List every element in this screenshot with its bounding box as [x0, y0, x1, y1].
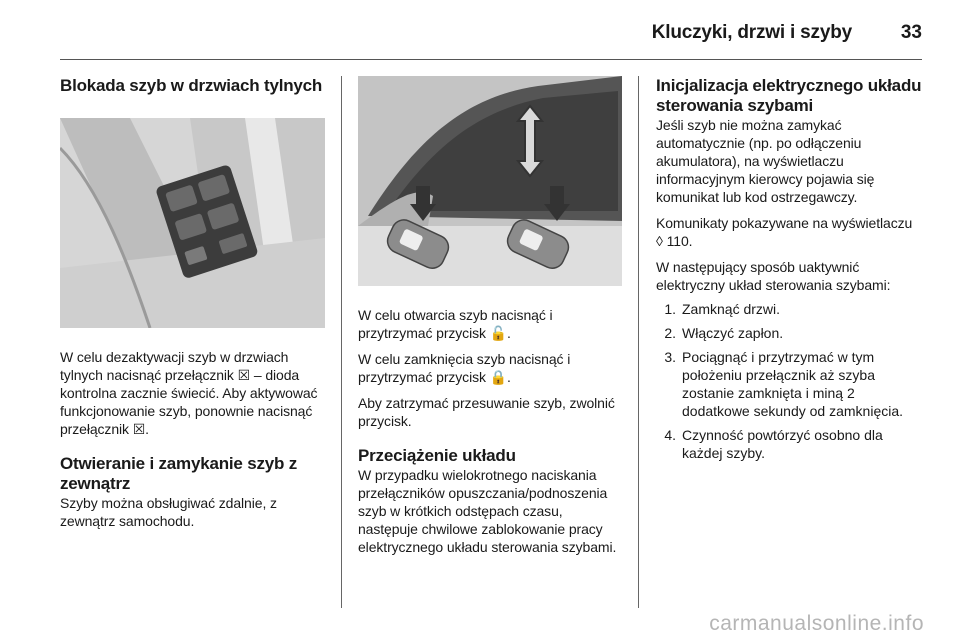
- paragraph-remote-operation: Szyby można obsługiwać zdalnie, z zewnątrz samochodu.: [60, 495, 277, 529]
- paragraph-display-messages: Komunikaty pokazywane na wyświetlaczu ◊ 110.: [656, 215, 913, 249]
- paragraph-init-intro: Jeśli szyb nie można zamykać automatycznie (np. po odłączeniu akumulatora), na wyświetlaczu informacyjnym kierowcy pojawia się komunikat lub kod ostrzegawczy.: [656, 117, 875, 205]
- figure-door-switch-panel: [60, 118, 325, 328]
- paragraph-activate-procedure: W następujący sposób uaktywnić elektryczny układ sterowania szybami:: [656, 259, 891, 293]
- list-item: 1. Zamknąć drzwi.: [664, 301, 781, 317]
- list-item: 4. Czynność powtórzyć osobno dla każdej szyby.: [664, 427, 883, 461]
- heading-open-close-outside: Otwieranie i zamykanie szyb z zewnątrz: [60, 454, 298, 493]
- figure-remote-key-window: [358, 76, 622, 286]
- paragraph-deactivate-rear-windows: W celu dezaktywacji szyb w drzwiach tylnych nacisnąć przełącznik ☒ – dioda kontrolna zacznie świecić. Aby aktywować funkcjonowanie szyb, ponownie nacisnąć przełącznik ☒.: [60, 349, 318, 437]
- page-title: Kluczyki, drzwi i szyby: [651, 22, 852, 43]
- list-item: 2. Włączyć zapłon.: [664, 325, 784, 341]
- column-2: [358, 76, 622, 556]
- paragraph-overload-description: W przypadku wielokrotnego naciskania przełączników opuszczania/podnoszenia szyb w krótkich odstępach czasu, następuje chwilowe zablokowanie pracy elektrycznego układu sterowania szybami.: [358, 467, 617, 555]
- page-number: 33: [900, 22, 922, 43]
- heading-system-overload: Przeciążenie układu: [358, 446, 516, 465]
- list-item: 3. Pociągnąć i przytrzymać w tym położeniu przełącznik aż szyba zostanie zamknięta i miną 2 dodatkowe sekundy od zamknięcia.: [664, 349, 904, 419]
- heading-initialization: Inicjalizacja elektrycznego układu sterowania szybami: [656, 76, 922, 115]
- column-1: [60, 76, 325, 530]
- paragraph-close-windows: W celu zamknięcia szyb nacisnąć i przytrzymać przycisk 🔒.: [358, 351, 571, 385]
- column-3: [656, 76, 922, 468]
- paragraph-stop-movement: Aby zatrzymać przesuwanie szyb, zwolnić przycisk.: [358, 395, 615, 429]
- page-header: [60, 14, 922, 60]
- steps-list: [656, 300, 922, 462]
- watermark-text: carmanualsonline.info: [709, 612, 924, 635]
- paragraph-open-windows: W celu otwarcia szyb nacisnąć i przytrzymać przycisk 🔓.: [358, 307, 553, 341]
- column-divider-2: [638, 76, 639, 608]
- heading-rear-window-lock: Blokada szyb w drzwiach tylnych: [60, 76, 323, 95]
- column-divider-1: [341, 76, 342, 608]
